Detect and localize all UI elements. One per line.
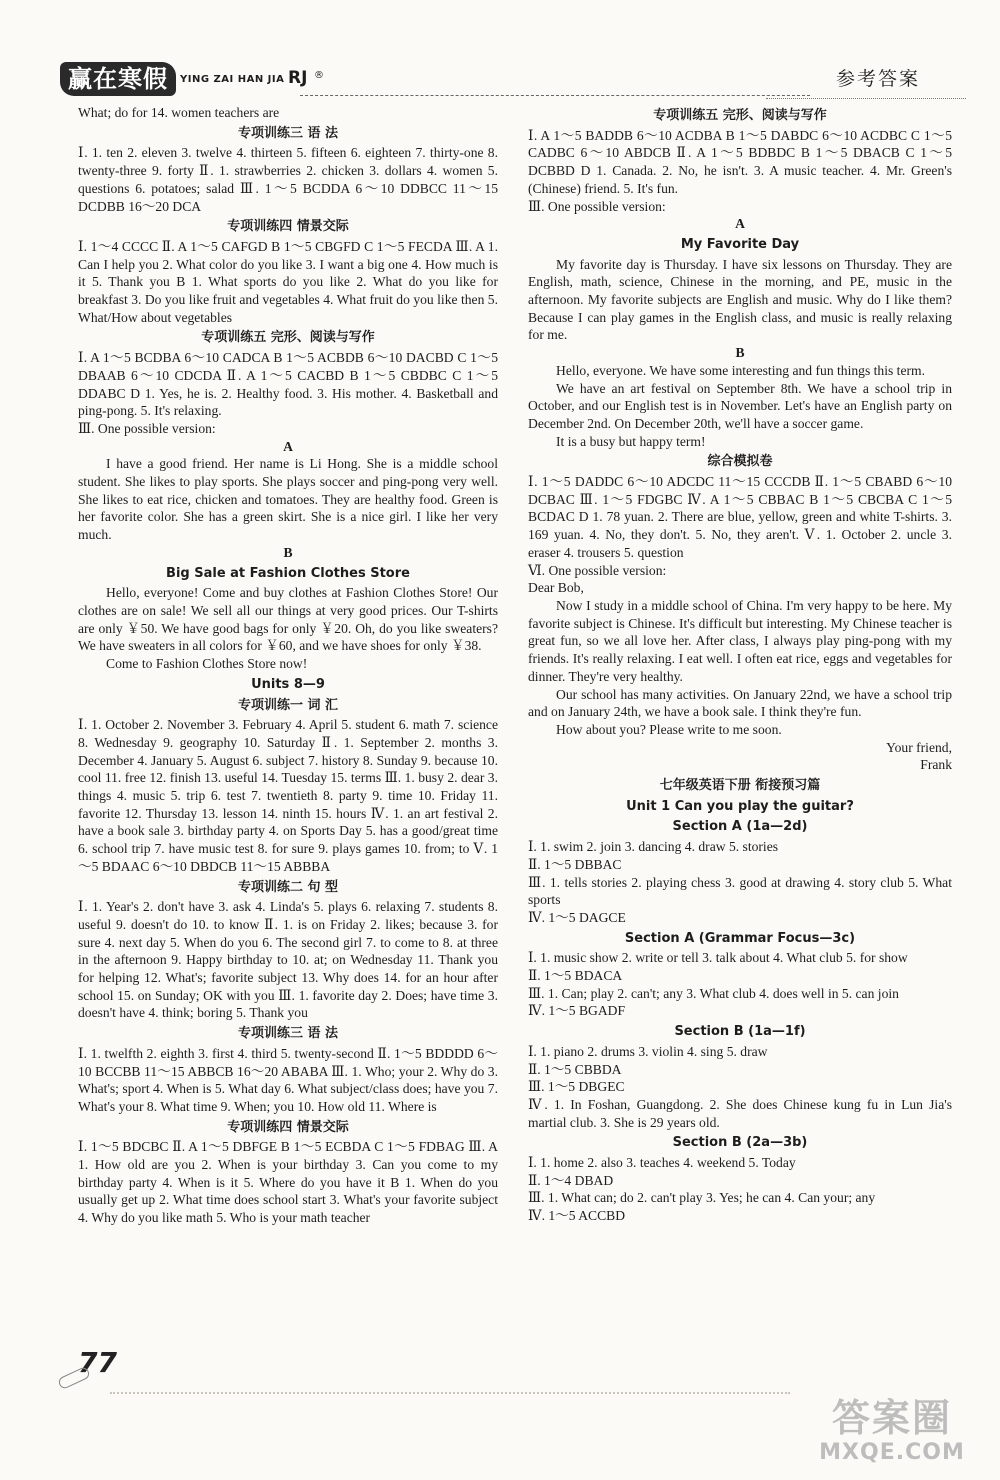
answer-paragraph: Ⅳ. 1. In Foshan, Guangdong. 2. She does Chinese kung fu in Lun Jia's martial club. 3. She is 29 years old. (528, 1096, 952, 1130)
section-heading: 专项训练一 词 汇 (237, 697, 339, 713)
section-heading: Section B (2a—3b) (672, 1135, 808, 1151)
section-heading: Section B (1a—1f) (674, 1024, 806, 1040)
book-logo: 赢在寒假 (60, 62, 176, 96)
edition-label: RJ (288, 68, 308, 88)
answer-paragraph: Ⅰ. 1～4 CCCC Ⅱ. A 1～5 CAFGD B 1～5 CBGFD C 1～5 FECDA Ⅲ. A 1. Can I help you 2. What color do you like 3. I want a big one 4. How much is it 5. Thank you B 1. What sports do you like 2. What do you like for breakfast 3. Do you like fruit and vegetables 4. What fruit do you like then 5. What/How about vegetables (78, 238, 498, 325)
answer-paragraph: Ⅰ. 1. swim 2. join 3. dancing 4. draw 5. stories (528, 839, 779, 855)
answer-paragraph: Dear Bob, (528, 580, 584, 596)
answer-paragraph: Ⅰ. 1～5 BDCBC Ⅱ. A 1～5 DBFGE B 1～5 ECBDA C 1～5 FDBAG Ⅲ. A 1. How old are you 2. When is your birthday 3. Can you come to my birthday party 4. When is it 5. Where do you have it B 1. When do you usually get up 2. What time does school start 3. What's your favorite subject 4. Why do you like math 5. Who is your math teacher (78, 1139, 498, 1226)
section-heading: 专项训练二 句 型 (237, 879, 339, 895)
answer-paragraph: Ⅰ. 1. twelfth 2. eighth 3. first 4. third 5. twenty-second Ⅱ. 1～5 BDDDD 6～10 BCCBB 11～15 ABBCB 16～20 ABABA Ⅲ. 1. Who; your 2. Why do 3. What's; sport 4. When is 5. What day 6. What subject/class does; have you 7. What's your 8. What time 9. When; you 10. How old 11. Where is (78, 1045, 498, 1114)
answer-paragraph: Ⅲ. One possible version: (528, 198, 666, 214)
answer-paragraph: Ⅰ. 1. music show 2. write or tell 3. talk about 4. What club 5. for show (528, 950, 908, 966)
pen-icon (57, 1366, 91, 1390)
section-heading: 专项训练四 情景交际 (227, 1119, 349, 1135)
header-rule (300, 95, 810, 96)
signature-line: Your friend, (886, 739, 952, 755)
answer-paragraph: Ⅰ. 1. October 2. November 3. February 4. April 5. student 6. math 7. science 8. Wednesday 9. geography 10. Saturday Ⅱ. 1. September 2. months 3. December 4. January 5. August 6. subject 7. history 8. Sunday 9. because 10. cool 11. free 12. finish 13. useful 14. Tuesday 15. terms Ⅲ. 1. busy 2. dear 3. things 4. music 5. trip 6. test 7. twentieth 8. party 9. time 10. Friday 11. favorite 12. Thursday 13. lesson 14. ninth 15. hours Ⅳ. 1. an art festival 2. have a book sale 3. birthday party 4. on Sports Day 5. has a good/great time 6. school trip 7. have music test 8. for sure 9. plays games 10. from; to Ⅴ. 1～5 BDAAC 6～10 DBDCB 11～15 ABBBA (78, 717, 498, 874)
essay-paragraph: How about you? Please write to me soon. (556, 721, 782, 737)
book-pinyin: YING ZAI HAN JIA (180, 74, 285, 85)
answer-paragraph: Ⅱ. 1～5 DBBAC (528, 856, 622, 872)
watermark (812, 1396, 972, 1472)
section-heading: Big Sale at Fashion Clothes Store (166, 565, 410, 581)
essay-paragraph: My favorite day is Thursday. I have six lessons on Thursday. They are English, math, science, Chinese in the morning, and PE, music in the afternoon. My favorite subjects are English and music. Why do I like them? Because I can play games in the English class, and music is really relaxing for me. (528, 256, 952, 343)
section-heading: Units 8—9 (251, 676, 325, 692)
section-heading: Section A (1a—2d) (672, 819, 808, 835)
part-label: A (735, 216, 745, 232)
page-number: 77 (78, 1346, 117, 1379)
left-column (78, 104, 498, 1227)
answer-paragraph: Ⅰ. A 1～5 BADDB 6～10 ACDBA B 1～5 DABDC 6～10 ACDBC C 1～5 CADBC 6～10 ABDCB Ⅱ. A 1～5 BDBDC B 1～5 DBACB C 1～5 DCBBD D 1. Canada. 2. No, he isn't. 3. A music teacher. 4. Mr. Green's (Chinese) friend. 5. It's fun. (528, 127, 952, 196)
section-heading: 专项训练五 完形、阅读与写作 (201, 330, 375, 346)
essay-paragraph: Hello, everyone. We have some interesting and fun things this term. (556, 362, 925, 378)
answer-paragraph: Ⅰ. 1. piano 2. drums 3. violin 4. sing 5. draw (528, 1043, 768, 1059)
registered-mark-icon: ® (314, 70, 324, 81)
answer-paragraph: Ⅰ. 1～5 DADDC 6～10 ADCDC 11～15 CCCDB Ⅱ. 1～5 CBABD 6～10 DCBAC Ⅲ. 1～5 FDGBC Ⅳ. A 1～5 CBBAC B 1～5 CBCBA C 1～5 BCDAC D 1. 78 yuan. 2. There are blue, yellow, green and white T-shirts. 3. 169 yuan. 4. No, they don't. 5. No, they aren't. Ⅴ. 1. October 2. uncle 3. eraser 4. trousers 5. question (528, 474, 952, 560)
section-heading: 综合模拟卷 (707, 454, 773, 470)
essay-paragraph: Hello, everyone! Come and buy clothes at Fashion Clothes Store! Our clothes are on sale! We sell all our things at very good prices. Our T-shirts are only ￥50. We have good bags for only ￥20. Oh, do you like sweaters? We have sweaters in all colors for ￥60, and we have shoes for only ￥38. (78, 585, 498, 654)
essay-paragraph: Now I study in a middle school of China. I'm very happy to be here. My favorite subject is Chinese. It's difficult but interesting. My Chinese teacher is great fun, so we all love her. After class, I always play ping-pong with my friends. It's really relaxing. I eat well. I often eat rice, eggs and vegetables for dinner. They're very healthy. (528, 597, 952, 684)
section-heading: 七年级英语下册 衔接预习篇 (659, 778, 821, 794)
answer-paragraph: Ⅰ. 1. home 2. also 3. teaches 4. weekend 5. Today (528, 1155, 796, 1171)
essay-paragraph: Our school has many activities. On January 22nd, we have a school trip and on January 24th, we have a book sale. I think they're fun. (528, 686, 952, 720)
signature-line: Frank (920, 757, 952, 773)
section-heading: Section A (Grammar Focus—3c) (624, 930, 856, 946)
essay-paragraph: Come to Fashion Clothes Store now! (106, 656, 308, 672)
answer-paragraph: Ⅰ. 1. Year's 2. don't have 3. ask 4. Linda's 5. plays 6. relaxing 7. students 8. useful 9. doesn't do 10. to know Ⅱ. 1. is on Friday 2. likes; because 3. for sure 4. next day 5. When do you 6. The second girl 7. to come to 8. at three in the afternoon 9. Happy birthday to 10. at; on Wednesday 11. Thank you for helping 12. What's; favorite subject 13. Why does 14. for an hour after school 15. on Sunday; OK with you Ⅲ. 1. favorite day 2. Does; have time 3. doesn't have 4. think; boring 5. Thank you (78, 899, 498, 1021)
essay-paragraph: We have an art festival on September 8th. We have a school trip in October, and our English test is in November. Let's have an English party on December 2nd. On December 20th, we'll have a soccer game. (528, 380, 952, 431)
section-heading: Unit 1 Can you play the guitar? (626, 798, 854, 814)
answer-paragraph: Ⅳ. 1～5 ACCBD (528, 1208, 626, 1224)
header-rule-right (766, 98, 966, 99)
answer-paragraph: Ⅲ. One possible version: (78, 420, 216, 436)
part-label: B (283, 544, 293, 560)
page-section-title: 参考答案 (835, 68, 920, 90)
section-heading: 专项训练五 完形、阅读与写作 (653, 108, 827, 123)
answer-paragraph: Ⅱ. 1～4 DBAD (528, 1172, 614, 1188)
essay-paragraph: I have a good friend. Her name is Li Hong. She is a middle school student. She likes to play sports. She plays soccer and ping-pong very well. She likes to eat rice, chicken and tomatoes. They are healthy food. Green is her favorite color. She has a green skirt. She is a nice girl. I like her very much. (78, 456, 498, 543)
right-column (528, 104, 952, 1225)
answer-paragraph: Ⅲ. 1. tells stories 2. playing chess 3. good at drawing 4. story club 5. What sports (528, 874, 952, 908)
answer-paragraph: Ⅲ. 1～5 DBGEC (528, 1079, 625, 1095)
answer-paragraph: Ⅰ. 1. ten 2. eleven 3. twelve 4. thirteen 5. fifteen 6. eighteen 7. thirty-one 8. twenty-three 9. forty Ⅱ. 1. strawberries 2. chicken 3. dollars 4. women 5. questions 6. potatoes; salad Ⅲ. 1～5 BCDDA 6～10 DDBCC 11～15 DCDBB 16～20 DCA (78, 145, 498, 214)
watermark-url: MXQE.COM (819, 1440, 965, 1465)
footer-rule (110, 1392, 790, 1394)
section-heading: My Favorite Day (680, 236, 800, 252)
answer-paragraph: Ⅲ. 1. Can; play 2. can't; any 3. What club 4. does well in 5. can join (528, 985, 899, 1001)
part-label: A (283, 438, 293, 454)
section-heading: 专项训练四 情景交际 (227, 219, 349, 235)
essay-paragraph: It is a busy but happy term! (556, 433, 706, 449)
answer-paragraph: Ⅳ. 1～5 DAGCE (528, 909, 626, 925)
answer-paragraph: Ⅱ. 1～5 CBBDA (528, 1061, 622, 1077)
section-heading: 专项训练三 语 法 (237, 1026, 339, 1042)
answer-paragraph: Ⅲ. 1. What can; do 2. can't play 3. Yes; he can 4. Can your; any (528, 1190, 876, 1206)
watermark-logo: 答案圈 (831, 1396, 952, 1440)
part-label: B (735, 345, 745, 361)
page-header (60, 62, 960, 100)
section-heading: 专项训练三 语 法 (237, 125, 339, 141)
answer-paragraph: Ⅱ. 1～5 BDACA (528, 968, 623, 984)
answer-paragraph: Ⅳ. 1～5 BGADF (528, 1003, 626, 1019)
answer-paragraph: What; do for 14. women teachers are (78, 105, 280, 120)
answer-paragraph: Ⅰ. A 1～5 BCDBA 6～10 CADCA B 1～5 ACBDB 6～10 DACBD C 1～5 DBAAB 6～10 CDCDA Ⅱ. A 1～5 CACBD B 1～5 CBDBC C 1～5 DDABC D 1. Yes, he is. 2. Healthy food. 3. His mother. 4. Basketball and ping-pong. 5. It's relaxing. (78, 350, 498, 419)
answer-paragraph: Ⅵ. One possible version: (528, 562, 667, 578)
